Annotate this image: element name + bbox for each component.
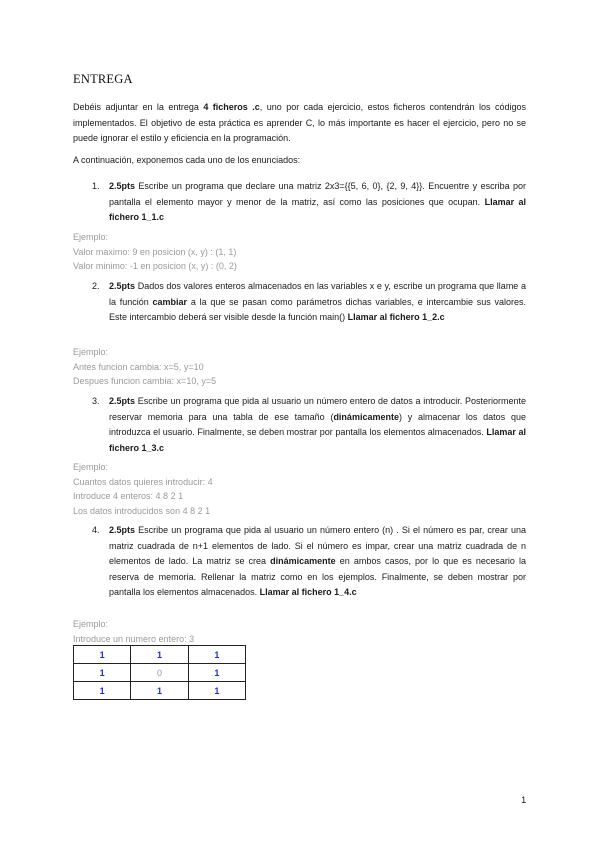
example-matrix-table <box>73 645 246 700</box>
example-line: Antes funcion cambia: x=5, y=10 <box>73 361 204 372</box>
example-line: Valor minimo: -1 en posicion (x, y) : (0, 2) <box>73 261 237 272</box>
page-number: 1 <box>521 795 527 806</box>
exercise-points: 2.5pts <box>109 525 136 535</box>
example-4 <box>73 617 194 646</box>
lead-paragraph: A continuación, exponemos cada uno de los enunciados: <box>73 155 301 165</box>
matrix-cell: 1 <box>74 682 131 700</box>
table-row <box>74 682 246 700</box>
intro-paragraph <box>73 100 526 147</box>
matrix-cell: 0 <box>131 664 188 682</box>
matrix-cell: 1 <box>188 646 245 664</box>
exercise-4 <box>92 523 526 601</box>
table-row <box>74 646 246 664</box>
intro-text-1: Debéis adjuntar en la entrega <box>73 102 204 112</box>
exercise-3 <box>92 394 526 456</box>
matrix-cell: 1 <box>131 682 188 700</box>
matrix-cell: 1 <box>74 664 131 682</box>
example-line: Ejemplo: <box>73 232 109 242</box>
intro-text-2: , uno por cada ejercicio, estos ficheros contendrán los códigos implementados. El objetivo de esta práctica es aprender C, lo más importante es hacer el ejercicio, pero no se puede ignorar el estilo y eficiencia en la programación. <box>73 102 526 143</box>
exercise-text: Escribe un programa que declare una matriz 2x3={{5, 6, 0}, {2, 9, 4}}. Encuentre y escriba por pantalla el elemento mayor y menor de la matriz, así como las posiciones que ocupan. <box>109 181 526 207</box>
exercise-bold: dinámicamente <box>270 556 336 566</box>
exercise-text: Escribe un programa que pida al usuario un número entero de datos a introducir. Posteriormente reservar memoria para una tabla de ese tamaño ( <box>109 396 526 422</box>
exercise-text: Escribe un programa que pida al usuario un número entero (n) . Si el número es par, crear una matriz cuadrada de n+1 elementos de lado. Si el número es impar, crear una matriz cuadrada de n elementos de lado. La matriz se crea <box>109 525 526 566</box>
example-3 <box>73 460 213 518</box>
example-line: Los datos introducidos son 4 8 2 1 <box>73 505 211 516</box>
exercise-number: 3. <box>92 396 100 406</box>
example-line: Cuantos datos quieres introducir: 4 <box>73 476 213 487</box>
example-line: Introduce un numero entero: 3 <box>73 633 195 644</box>
exercise-bold: cambiar <box>152 296 188 307</box>
matrix-cell: 1 <box>188 682 245 700</box>
table-row <box>74 664 246 682</box>
example-line: Introduce 4 enteros: 4 8 2 1 <box>73 491 184 502</box>
example-1 <box>73 230 237 274</box>
exercise-points: 2.5pts <box>109 181 136 191</box>
intro-bold: 4 ficheros .c <box>203 102 260 112</box>
exercise-file: Llamar al fichero 1_3.c <box>109 427 526 453</box>
exercise-text: ) y almacenar los datos que introduzca el usuario. Finalmente, se deben mostrar por pantalla los elementos almacenados. <box>109 411 526 437</box>
example-line: Ejemplo: <box>73 462 109 472</box>
exercise-text: en ambos casos, por lo que es necesario la reserva de memoria. Rellenar la matriz como en los ejemplos. Finalmente, se deben mostrar por pantalla los elementos almacenados. <box>109 556 526 597</box>
matrix-cell: 1 <box>74 646 131 664</box>
exercise-text: Dados dos valores enteros almacenados en las variables x e y, escribe un programa que llame a la función <box>109 281 526 307</box>
exercise-points: 2.5pts <box>109 396 136 406</box>
exercise-2 <box>92 279 526 326</box>
example-2 <box>73 345 216 389</box>
exercise-file: Llamar al fichero 1_4.c <box>259 587 357 597</box>
exercise-text: a la que se pasan como parámetros dichas variables, e intercambie sus valores. Este intercambio deberá ser visible desde la función main() <box>109 296 526 322</box>
exercise-points: 2.5pts <box>109 281 136 291</box>
example-line: Valor maximo: 9 en posicion (x, y) : (1, 1) <box>73 246 237 257</box>
example-line: Ejemplo: <box>73 347 109 357</box>
exercise-number: 2. <box>92 281 100 291</box>
exercise-file: Llamar al fichero 1_2.c <box>347 312 445 322</box>
section-heading: ENTREGA <box>73 72 133 86</box>
example-line: Ejemplo: <box>73 619 109 629</box>
exercise-number: 1. <box>92 181 100 191</box>
exercise-number: 4. <box>92 525 100 535</box>
exercise-1 <box>92 179 526 226</box>
matrix-cell: 1 <box>188 664 245 682</box>
example-line: Despues funcion cambia: x=10, y=5 <box>73 376 217 387</box>
exercise-file: Llamar al fichero 1_1.c <box>109 196 526 222</box>
matrix-cell: 1 <box>131 646 188 664</box>
exercise-bold: dinámicamente <box>333 411 399 422</box>
